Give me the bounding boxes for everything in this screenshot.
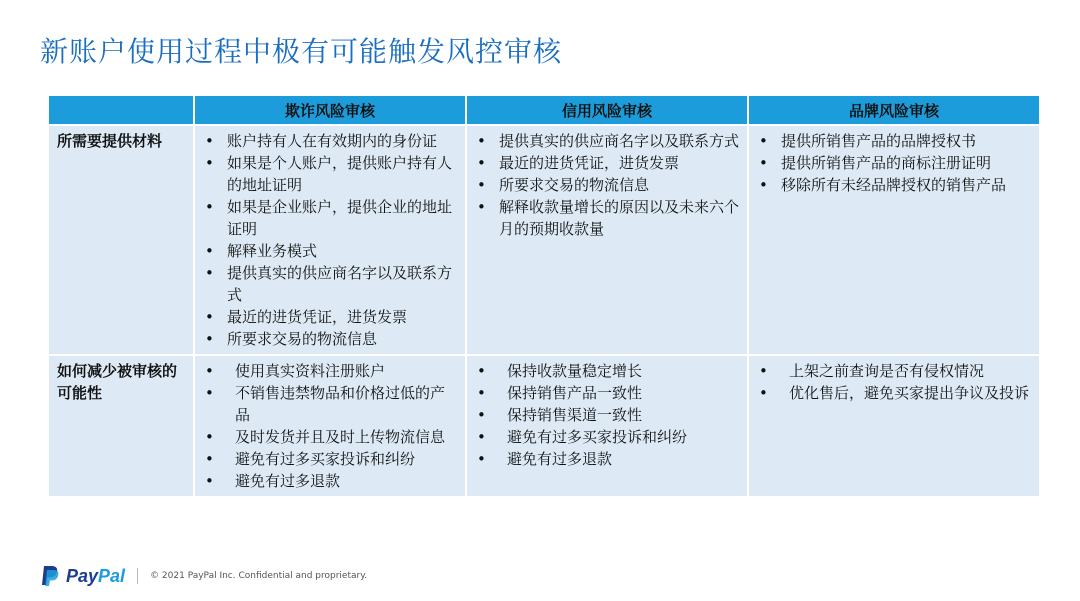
table-cell xyxy=(749,356,1039,496)
list-item: • 移除所有未经品牌授权的销售产品 xyxy=(757,174,1033,196)
list-item: • 保持销售产品一致性 xyxy=(475,382,741,404)
list-item: • 账户持有人在有效期内的身份证 xyxy=(203,130,459,152)
column-header-credit: 信用风险审核 xyxy=(467,96,747,124)
logo-pay: Pay xyxy=(66,565,99,586)
copyright-text: © 2021 PayPal Inc. Confidential and proprietary. xyxy=(150,571,368,581)
table-row xyxy=(49,126,1039,354)
list-item: • 最近的进货凭证，进货发票 xyxy=(475,152,741,174)
column-header-fraud: 欺诈风险审核 xyxy=(195,96,465,124)
column-header xyxy=(49,96,193,124)
table-cell xyxy=(195,356,465,496)
table-cell xyxy=(467,126,747,354)
list-item: • 提供真实的供应商名字以及联系方式 xyxy=(203,262,459,306)
row-header: 如何减少被审核的可能性 xyxy=(49,356,193,496)
table-cell xyxy=(467,356,747,496)
table-header-row xyxy=(49,96,1039,124)
list-item: • 避免有过多退款 xyxy=(475,448,741,470)
list-item: • 解释业务模式 xyxy=(203,240,459,262)
table-row xyxy=(49,356,1039,496)
list-item: • 提供所销售产品的商标注册证明 xyxy=(757,152,1033,174)
list-item: • 提供所销售产品的品牌授权书 xyxy=(757,130,1033,152)
risk-review-table xyxy=(47,94,1041,498)
list-item: • 保持销售渠道一致性 xyxy=(475,404,741,426)
list-item: • 最近的进货凭证，进货发票 xyxy=(203,306,459,328)
paypal-logo-text xyxy=(66,566,125,587)
list-item: • 避免有过多退款 xyxy=(203,470,459,492)
list-item: • 如果是企业账户，提供企业的地址证明 xyxy=(203,196,459,240)
table-cell xyxy=(749,126,1039,354)
list-item: • 所要求交易的物流信息 xyxy=(203,328,459,350)
bullet-list xyxy=(203,130,459,350)
list-item: • 提供真实的供应商名字以及联系方式 xyxy=(475,130,741,152)
bullet-list xyxy=(757,360,1033,404)
bullet-list xyxy=(475,130,741,240)
bullet-list xyxy=(475,360,741,470)
list-item: • 所要求交易的物流信息 xyxy=(475,174,741,196)
list-item: • 优化售后，避免买家提出争议及投诉 xyxy=(757,382,1033,404)
logo-pal: Pal xyxy=(98,565,126,586)
column-header-brand: 品牌风险审核 xyxy=(749,96,1039,124)
page-title: 新账户使用过程中极有可能触发风控审核 xyxy=(40,35,563,68)
list-item: • 不销售违禁物品和价格过低的产品 xyxy=(203,382,459,426)
bullet-list xyxy=(203,360,459,492)
list-item: • 解释收款量增长的原因以及未来六个月的预期收款量 xyxy=(475,196,741,240)
list-item: • 使用真实资料注册账户 xyxy=(203,360,459,382)
paypal-logo-icon xyxy=(40,565,60,587)
list-item: • 上架之前查询是否有侵权情况 xyxy=(757,360,1033,382)
list-item: • 如果是个人账户，提供账户持有人的地址证明 xyxy=(203,152,459,196)
list-item: • 及时发货并且及时上传物流信息 xyxy=(203,426,459,448)
table-cell xyxy=(195,126,465,354)
footer-divider xyxy=(137,568,138,584)
list-item: • 避免有过多买家投诉和纠纷 xyxy=(475,426,741,448)
list-item: • 避免有过多买家投诉和纠纷 xyxy=(203,448,459,470)
row-header: 所需要提供材料 xyxy=(49,126,193,354)
bullet-list xyxy=(757,130,1033,196)
list-item: • 保持收款量稳定增长 xyxy=(475,360,741,382)
footer xyxy=(40,565,367,587)
